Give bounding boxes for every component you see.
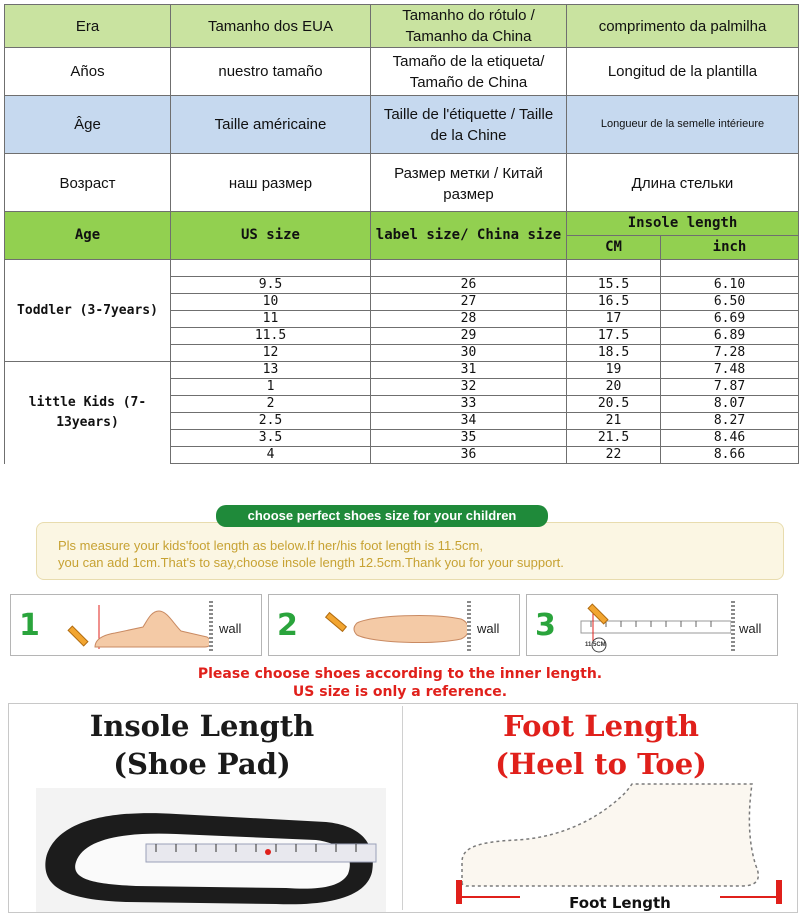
header-cell: Era [5,5,171,48]
step-1-panel [10,594,262,656]
header-cell: Longueur de la semelle intérieure [567,96,799,154]
header-cell: Longitud de la plantilla [567,48,799,96]
cm-cell: 17.5 [567,328,661,345]
foot-subtitle: (Heel to Toe) [495,747,707,781]
header-cell: Taille de l'étiquette / Taille de la Chine [371,96,567,154]
inch-cell: 8.07 [661,396,799,413]
cm-cell: 17 [567,311,661,328]
header-cell: наш размер [171,154,371,214]
ruler-label: 11.5CM [585,642,606,648]
inch-cell: 8.27 [661,413,799,430]
inch-cell: 6.10 [661,277,799,294]
foot-length-caption: Foot Length [520,894,720,912]
instruction-line: you can add 1cm.That's to say,choose insole length 12.5cm.Thank you for your support. [58,555,564,570]
wall-label: wall [739,621,762,636]
foot-title: Foot Length [503,709,699,743]
size-table [4,211,799,464]
wall-marker [209,601,213,651]
inch-cell: 7.48 [661,362,799,379]
table-row [5,260,799,277]
us-size-cell: 11.5 [171,328,371,345]
label-size-cell: 31 [371,362,567,379]
label-size-cell: 33 [371,396,567,413]
step-3-panel [526,594,778,656]
inch-cell [661,260,799,277]
divider [402,706,403,910]
header-row-french [5,96,799,154]
foot-outline-illustration [456,782,776,890]
us-size-cell [171,260,371,277]
label-size-cell: 27 [371,294,567,311]
cm-cell: 20.5 [567,396,661,413]
table-row [5,362,799,379]
label-size-header: label size/ China size [371,212,567,260]
label-size-cell: 28 [371,311,567,328]
header-cell: comprimento da palmilha [567,5,799,48]
inch-cell: 6.50 [661,294,799,311]
cm-cell: 18.5 [567,345,661,362]
little-kids-group-label: little Kids (7-13years) [5,362,171,464]
insole-length-header: Insole length [567,212,799,236]
header-cell: Tamanho do rótulo / Tamanho da China [371,5,567,48]
size-table-header-row [5,212,799,236]
age-header: Age [5,212,171,260]
us-size-cell: 11 [171,311,371,328]
header-cell: nuestro tamaño [171,48,371,96]
step-number: 1 [19,608,40,643]
label-size-cell: 34 [371,413,567,430]
header-cell: Años [5,48,171,96]
cm-cell: 21.5 [567,430,661,447]
instruction-line: Pls measure your kids'foot length as below.If her/his foot length is 11.5cm, [58,538,483,553]
us-size-cell: 1 [171,379,371,396]
label-size-cell: 36 [371,447,567,464]
heel-marker [456,880,462,904]
cm-header: CM [567,236,661,260]
header-cell: Длина стельки [567,154,799,214]
wall-marker [731,601,735,651]
us-size-cell: 9.5 [171,277,371,294]
inch-cell: 7.87 [661,379,799,396]
inch-cell: 6.69 [661,311,799,328]
cm-cell: 21 [567,413,661,430]
wall-label: wall [477,621,500,636]
header-cell: Tamaño de la etiqueta/ Tamaño de China [371,48,567,96]
instruction-banner: choose perfect shoes size for your children [216,505,548,527]
label-size-cell: 29 [371,328,567,345]
inch-cell: 6.89 [661,328,799,345]
us-size-cell: 10 [171,294,371,311]
header-row-portuguese [5,5,799,48]
label-size-cell: 30 [371,345,567,362]
cm-cell: 19 [567,362,661,379]
insole-title: Insole Length [89,709,315,743]
header-row-russian [5,154,799,214]
header-row-spanish [5,48,799,96]
header-cell: Tamanho dos EUA [171,5,371,48]
language-header-table [4,4,799,214]
foot-top-illustration [313,601,473,653]
insole-subtitle: (Shoe Pad) [113,747,291,781]
instruction-text [58,537,778,571]
cm-cell: 15.5 [567,277,661,294]
wall-label: wall [219,621,242,636]
us-size-cell: 2.5 [171,413,371,430]
label-size-cell: 35 [371,430,567,447]
header-cell: Размер метки / Китай размер [371,154,567,214]
step-number: 2 [277,608,298,643]
cm-cell: 20 [567,379,661,396]
warning-line-1: Please choose shoes according to the inner length. [197,666,603,682]
toddler-group-label: Toddler (3-7years) [5,260,171,362]
step-2-panel [268,594,520,656]
toe-marker [776,880,782,904]
label-size-cell: 32 [371,379,567,396]
us-size-cell: 2 [171,396,371,413]
header-cell: Âge [5,96,171,154]
inch-cell: 7.28 [661,345,799,362]
us-size-cell: 12 [171,345,371,362]
us-size-cell: 3.5 [171,430,371,447]
cm-cell [567,260,661,277]
header-cell: Taille américaine [171,96,371,154]
cm-cell: 22 [567,447,661,464]
us-size-header: US size [171,212,371,260]
cm-cell: 16.5 [567,294,661,311]
foot-side-illustration [55,601,215,653]
step-number: 3 [535,608,556,643]
inch-header: inch [661,236,799,260]
warning-line-2: US size is only a reference. [292,684,508,700]
shoe-pad-photo [36,788,386,912]
label-size-cell [371,260,567,277]
us-size-cell: 4 [171,447,371,464]
header-cell: Возраст [5,154,171,214]
inch-cell: 8.46 [661,430,799,447]
label-size-cell: 26 [371,277,567,294]
us-size-cell: 13 [171,362,371,379]
inch-cell: 8.66 [661,447,799,464]
wall-marker [467,601,471,651]
